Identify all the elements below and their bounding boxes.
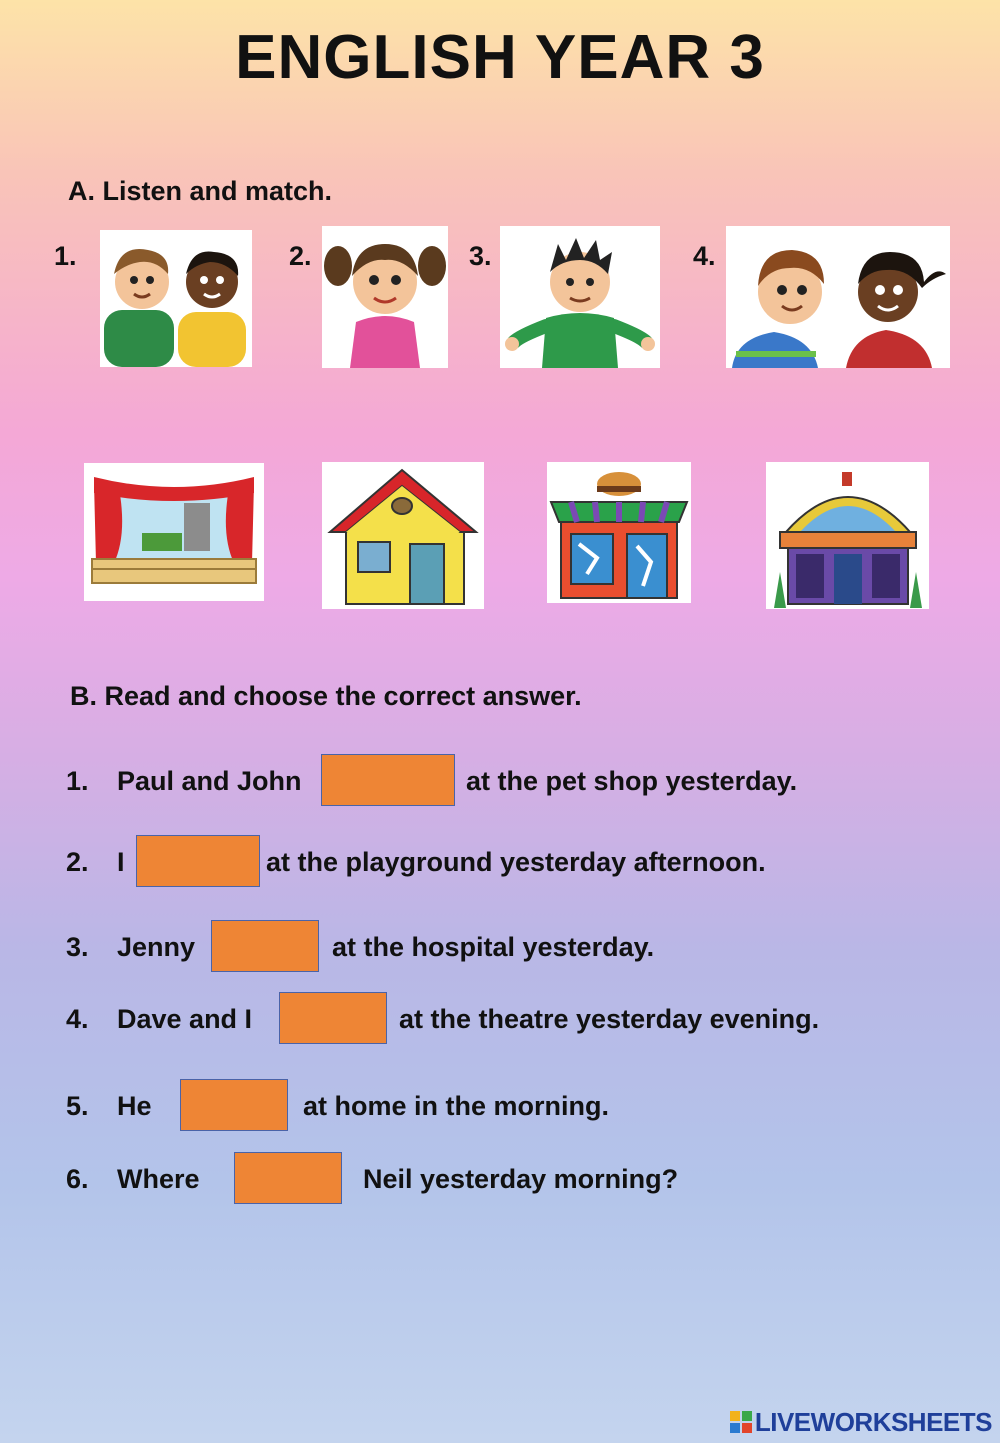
brand-name: LIVEWORKSHEETS [754, 1406, 992, 1437]
question-number: 2. [66, 847, 89, 877]
question-1 [66, 754, 946, 808]
question-text-before: Paul and John [117, 766, 302, 796]
picture-number-4: 4. [693, 241, 716, 271]
cinema-building-picture [766, 462, 929, 609]
question-text-before: Where [117, 1164, 200, 1194]
answer-box-1[interactable] [321, 754, 455, 806]
section-a-heading: A. Listen and match. [68, 176, 333, 206]
question-text-before: Dave and I [117, 1004, 253, 1034]
two-boys-picture [100, 230, 252, 367]
answer-box-6[interactable] [234, 1152, 342, 1204]
picture-number-2: 2. [289, 241, 312, 271]
page-title: ENGLISH YEAR 3 [235, 23, 765, 92]
question-text-after: at the theatre yesterday evening. [399, 1004, 820, 1034]
question-text-after: at the hospital yesterday. [332, 932, 655, 962]
theatre-stage-picture [84, 463, 264, 601]
question-number: 3. [66, 932, 89, 962]
question-text-before: Jenny [117, 932, 196, 962]
question-text-before: I [117, 847, 125, 877]
boy-shrugging-picture [500, 226, 660, 368]
question-number: 5. [66, 1091, 89, 1121]
house-picture [322, 462, 484, 609]
section-b-heading: B. Read and choose the correct answer. [70, 681, 582, 711]
liveworksheets-logo [730, 1407, 992, 1437]
question-5 [66, 1079, 946, 1133]
burger-shop-picture [547, 462, 691, 603]
answer-box-4[interactable] [279, 992, 387, 1044]
question-number: 6. [66, 1164, 89, 1194]
question-2 [66, 835, 946, 889]
question-6 [66, 1152, 946, 1206]
answer-box-3[interactable] [211, 920, 319, 972]
logo-icon [730, 1411, 752, 1433]
question-4 [66, 992, 946, 1046]
question-number: 1. [66, 766, 89, 796]
question-text-after: Neil yesterday morning? [363, 1164, 679, 1194]
question-3 [66, 920, 946, 974]
question-number: 4. [66, 1004, 89, 1034]
question-text-before: He [117, 1091, 152, 1121]
question-text-after: at the playground yesterday afternoon. [266, 847, 766, 877]
answer-box-5[interactable] [180, 1079, 288, 1131]
question-text-after: at home in the morning. [303, 1091, 610, 1121]
answer-box-2[interactable] [136, 835, 260, 887]
picture-number-1: 1. [54, 241, 77, 271]
question-text-after: at the pet shop yesterday. [466, 766, 798, 796]
picture-number-3: 3. [469, 241, 492, 271]
girl-picture [322, 226, 448, 368]
boy-and-girl-picture [726, 226, 950, 368]
